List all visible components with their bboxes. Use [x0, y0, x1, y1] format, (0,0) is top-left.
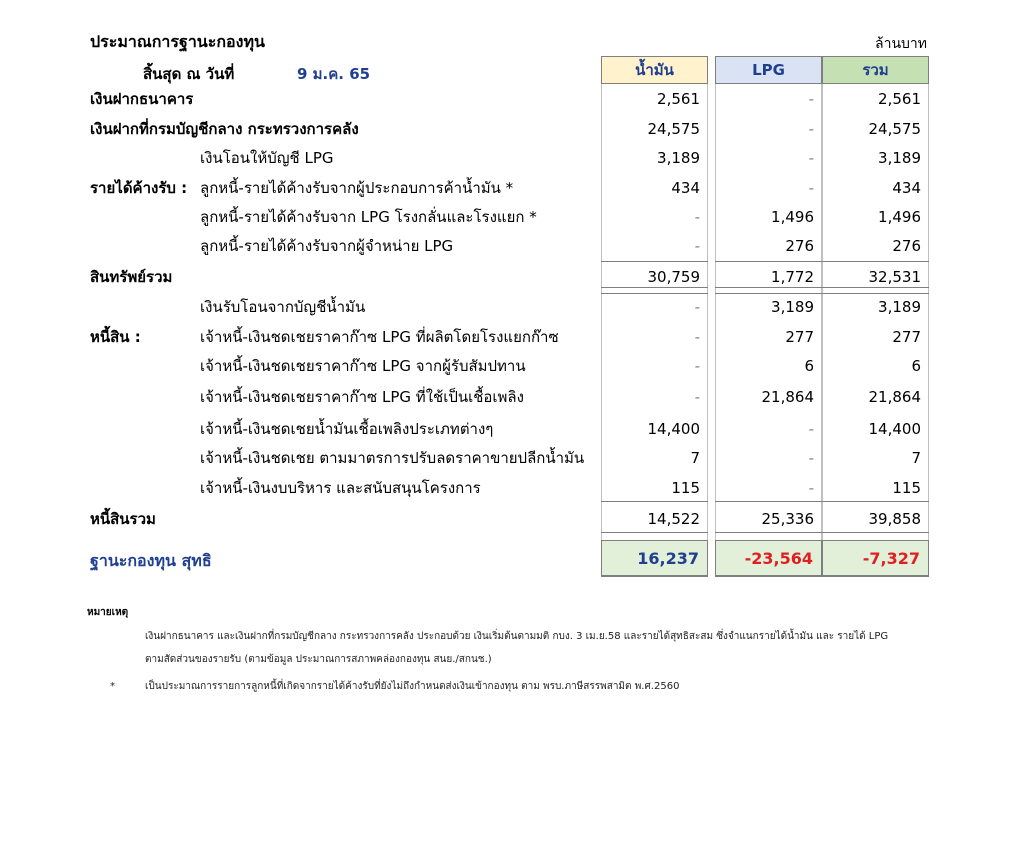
row-label-bank-deposit: เงินฝากธนาคาร [90, 90, 194, 108]
cell-lpg: - [808, 149, 814, 167]
as-of-label: สิ้นสุด ณ วันที่ [143, 65, 235, 83]
net-value-total: -7,327 [862, 549, 920, 568]
as-of-date: 9 ม.ค. 65 [297, 65, 371, 83]
cell-total: 24,575 [868, 120, 921, 138]
cell-oil: 30,759 [647, 268, 700, 286]
cell-total: 276 [892, 237, 921, 255]
cell-total: 3,189 [878, 298, 921, 316]
column-border-left [715, 84, 716, 540]
header-lpg: LPG [715, 56, 822, 84]
cell-total: 21,864 [868, 388, 921, 406]
net-value-lpg: -23,564 [744, 549, 813, 568]
cell-oil: 14,400 [647, 420, 700, 438]
table-rule [715, 293, 822, 294]
table-rule [822, 501, 929, 502]
row-label-payable-gas-separation: เจ้าหนี้-เงินชดเชยราคาก๊าซ LPG ที่ผลิตโดยโรงแยกก๊าซ [200, 328, 559, 346]
table-rule [715, 261, 822, 262]
cell-oil: - [694, 208, 700, 226]
cell-total: 6 [911, 357, 921, 375]
cell-lpg: - [808, 420, 814, 438]
row-label-net-position: ฐานะกองทุน สุทธิ [90, 551, 212, 570]
column-border-left [822, 84, 823, 540]
row-label-receivable-distributor: ลูกหนี้-รายได้ค้างรับจากผู้จำหน่าย LPG [200, 237, 454, 255]
row-label-payable-fuel: เจ้าหนี้-เงินชดเชยราคาก๊าซ LPG ที่ใช้เป็นเชื้อเพลิง [200, 388, 524, 406]
values-table [601, 56, 929, 577]
column-total [822, 56, 929, 577]
row-label-payable-retail-measure: เจ้าหนี้-เงินชดเชย ตามมาตรการปรับลดราคาขายปลีกน้ำมัน [200, 449, 585, 467]
cell-oil: - [694, 237, 700, 255]
cell-oil: 115 [671, 479, 700, 497]
notes-heading: หมายเหตุ [87, 607, 129, 618]
cell-oil: - [694, 298, 700, 316]
cell-oil: 3,189 [657, 149, 700, 167]
table-rule [715, 532, 822, 533]
row-label-total-assets: สินทรัพย์รวม [90, 268, 173, 286]
column-border-right [928, 84, 929, 540]
row-label-payable-admin: เจ้าหนี้-เงินงบบริหาร และสนับสนุนโครงการ [200, 479, 481, 497]
row-label-transfer-from-oil: เงินรับโอนจากบัญชีน้ำมัน [200, 298, 366, 316]
column-oil [601, 56, 708, 577]
net-value-oil: 16,237 [637, 549, 699, 568]
table-rule [715, 287, 822, 288]
table-rule [601, 261, 708, 262]
cell-lpg: - [808, 120, 814, 138]
cell-lpg: - [808, 179, 814, 197]
table-rule [601, 287, 708, 288]
cell-total: 7 [911, 449, 921, 467]
cell-lpg: 25,336 [761, 510, 814, 528]
cell-lpg: 276 [785, 237, 814, 255]
net-cell-box [822, 540, 929, 577]
cell-lpg: 1,496 [771, 208, 814, 226]
cell-oil: 24,575 [647, 120, 700, 138]
header-total: รวม [822, 56, 929, 84]
cell-total: 277 [892, 328, 921, 346]
table-rule [715, 501, 822, 502]
net-cell-box [601, 540, 708, 577]
cell-lpg: 1,772 [771, 268, 814, 286]
cell-oil: - [694, 388, 700, 406]
group-label-receivables: รายได้ค้างรับ : [90, 179, 188, 197]
page-title: ประมาณการฐานะกองทุน [90, 32, 265, 51]
cell-oil: - [694, 328, 700, 346]
cell-oil: 434 [671, 179, 700, 197]
net-cell-box [715, 540, 822, 577]
column-border-left [601, 84, 602, 540]
cell-oil: - [694, 357, 700, 375]
cell-lpg: - [808, 90, 814, 108]
row-label-payable-oil-types: เจ้าหนี้-เงินชดเชยน้ำมันเชื้อเพลิงประเภทต่างๆ [200, 420, 494, 438]
table-rule [822, 261, 929, 262]
row-label-transfer-lpg: เงินโอนให้บัญชี LPG [200, 149, 334, 167]
cell-lpg: 21,864 [761, 388, 814, 406]
row-label-treasury-deposit: เงินฝากที่กรมบัญชีกลาง กระทรวงการคลัง [90, 120, 359, 138]
row-label-receivable-refinery: ลูกหนี้-รายได้ค้างรับจาก LPG โรงกลั่นและโรงแยก * [200, 208, 537, 226]
row-label-total-liabilities: หนี้สินรวม [90, 510, 156, 528]
column-lpg [715, 56, 822, 577]
header-oil: น้ำมัน [601, 56, 708, 84]
row-label-payable-concession: เจ้าหนี้-เงินชดเชยราคาก๊าซ LPG จากผู้รับสัมปทาน [200, 357, 526, 375]
unit-label: ล้านบาท [875, 36, 927, 52]
cell-lpg: 3,189 [771, 298, 814, 316]
group-label-liabilities: หนี้สิน : [90, 328, 141, 346]
column-border-right [707, 84, 708, 540]
table-rule [601, 532, 708, 533]
cell-total: 115 [892, 479, 921, 497]
cell-total: 1,496 [878, 208, 921, 226]
note-star: * [110, 681, 115, 692]
cell-total: 3,189 [878, 149, 921, 167]
cell-total: 2,561 [878, 90, 921, 108]
table-rule [601, 293, 708, 294]
table-rule [822, 287, 929, 288]
table-rule [601, 501, 708, 502]
cell-total: 39,858 [868, 510, 921, 528]
cell-lpg: - [808, 449, 814, 467]
note-line-3: เป็นประมาณการรายการลูกหนี้ที่เกิดจากรายได้ค้างรับที่ยังไม่ถึงกำหนดส่งเงินเข้ากองทุน ตาม พรบ.ภาษีสรรพสามิต พ.ศ.2560 [145, 681, 680, 692]
cell-total: 14,400 [868, 420, 921, 438]
row-label-receivable-oil: ลูกหนี้-รายได้ค้างรับจากผู้ประกอบการค้าน้ำมัน * [200, 179, 514, 197]
cell-oil: 7 [690, 449, 700, 467]
cell-lpg: 277 [785, 328, 814, 346]
note-line-1: เงินฝากธนาคาร และเงินฝากที่กรมบัญชีกลาง กระทรวงการคลัง ประกอบด้วย เงินเริ่มต้นตามมติ กบง. 3 เม.ย.58 และรายได้สุทธิสะสม ซึ่งจำแนกรายได้น้ำมัน และ รายได้ LPG [145, 631, 889, 642]
table-rule [822, 532, 929, 533]
cell-total: 32,531 [868, 268, 921, 286]
table-rule [822, 293, 929, 294]
cell-total: 434 [892, 179, 921, 197]
cell-oil: 14,522 [647, 510, 700, 528]
cell-lpg: 6 [804, 357, 814, 375]
cell-lpg: - [808, 479, 814, 497]
note-line-2: ตามสัดส่วนของรายรับ (ตามข้อมูล ประมาณการสภาพคล่องกองทุน สนย./สกนช.) [145, 654, 492, 665]
cell-oil: 2,561 [657, 90, 700, 108]
